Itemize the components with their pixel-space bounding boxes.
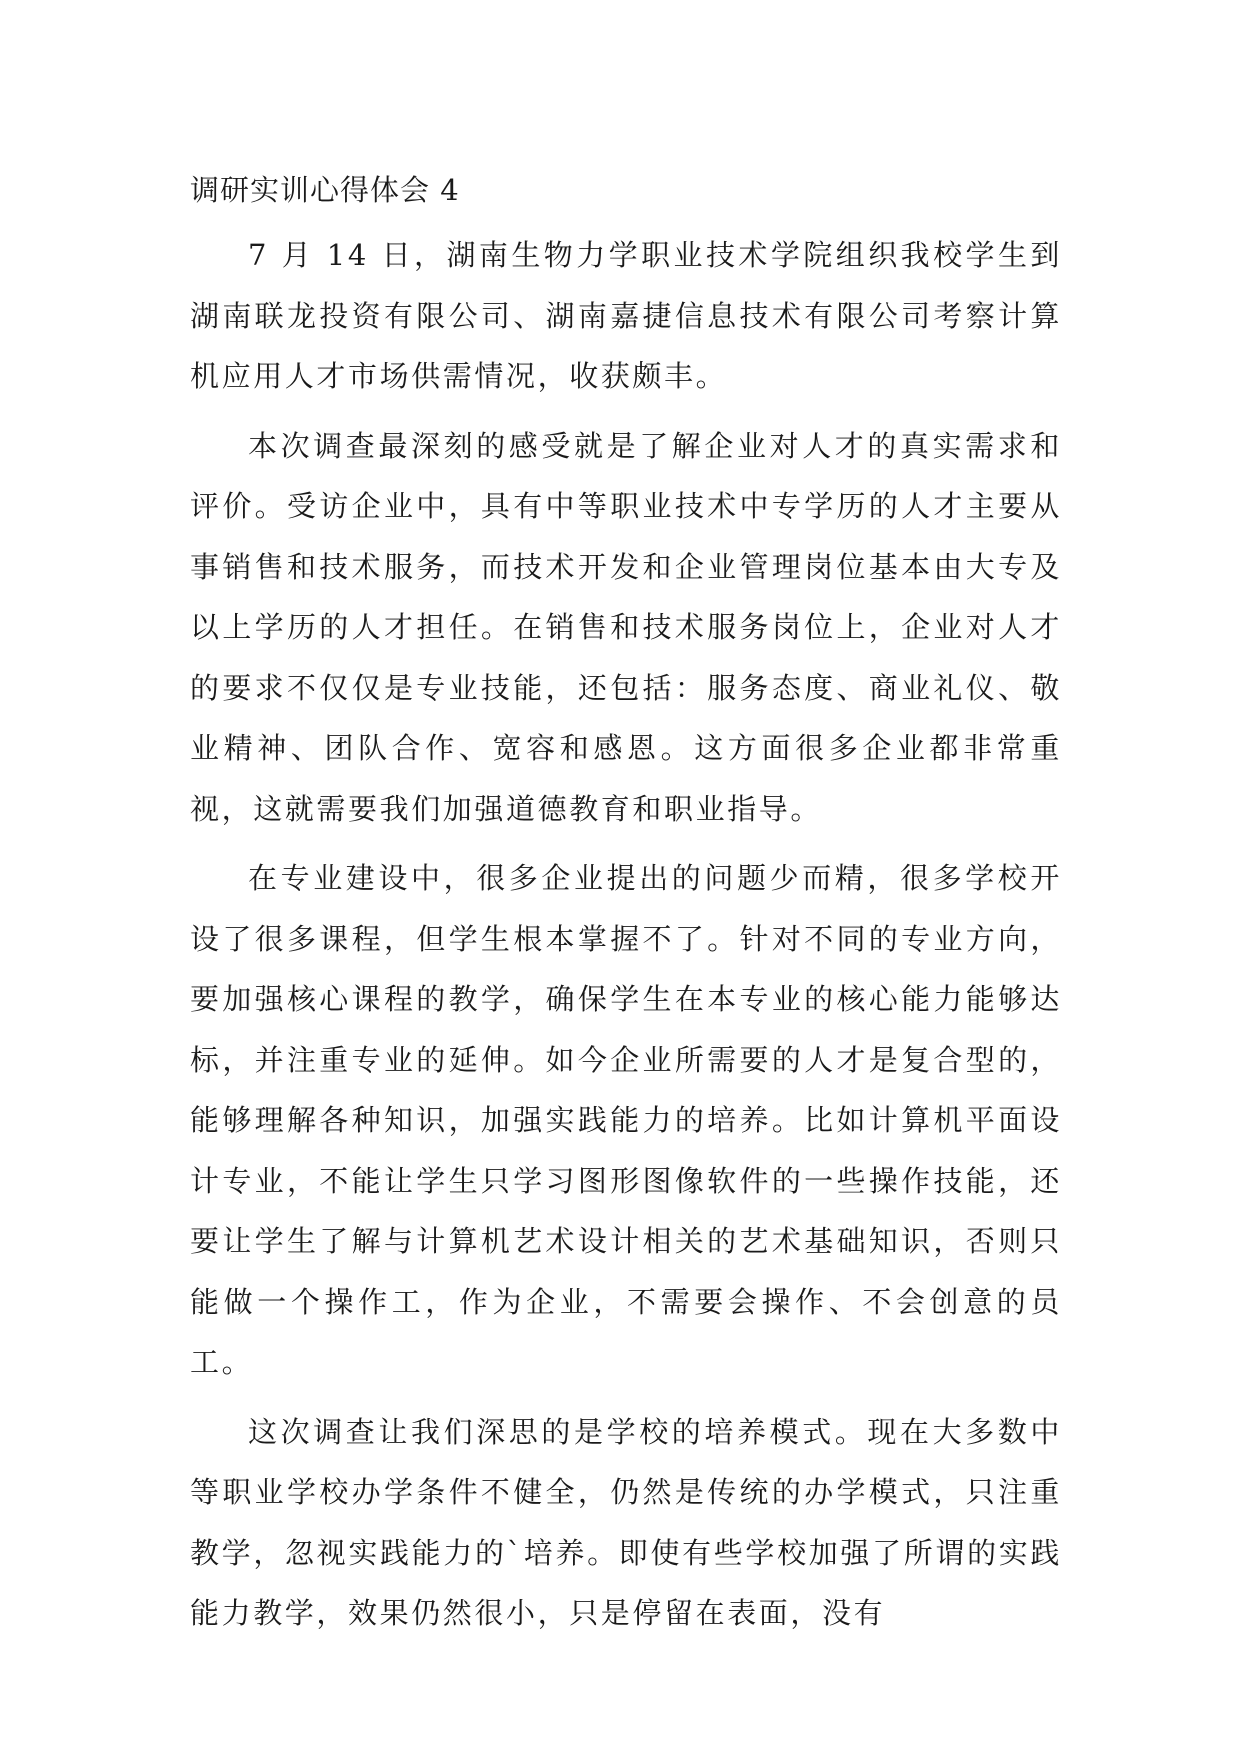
paragraph-2: 本次调查最深刻的感受就是了解企业对人才的真实需求和评价。受访企业中，具有中等职业技术中专学历的人才主要从事销售和技术服务，而技术开发和企业管理岗位基本由大专及以上学历的人才担任。在销售和技术服务岗位上，企业对人才的要求不仅仅是专业技能，还包括：服务态度、商业礼仪、敬业精神、团队合作、宽容和感恩。这方面很多企业都非常重视，这就需要我们加强道德教育和职业指导。 (190, 428, 1062, 826)
paragraph-3: 在专业建设中，很多企业提出的问题少而精，很多学校开设了很多课程，但学生根本掌握不了。针对不同的专业方向，要加强核心课程的教学，确保学生在本专业的核心能力能够达标，并注重专业的延伸。如今企业所需要的人才是复合型的，能够理解各种知识，加强实践能力的培养。比如计算机平面设计专业，不能让学生只学习图形图像软件的一些操作技能，还要让学生了解与计算机艺术设计相关的艺术基础知识，否则只能做一个操作工，作为企业，不需要会操作、不会创意的员工。 (190, 861, 1062, 1379)
document-title: 调研实训心得体会 4 (190, 173, 460, 207)
paragraph-1: 7 月 14 日，湖南生物力学职业技术学院组织我校学生到湖南联龙投资有限公司、湖南嘉捷信息技术有限公司考察计算机应用人才市场供需情况，收获颇丰。 (190, 238, 1062, 393)
paragraph-4: 这次调查让我们深思的是学校的培养模式。现在大多数中等职业学校办学条件不健全，仍然是传统的办学模式，只注重教学，忽视实践能力的`培养。即使有些学校加强了所谓的实践能力教学，效果仍然很小，只是停留在表面，没有 (190, 1414, 1062, 1630)
document-page (190, 155, 1062, 1653)
